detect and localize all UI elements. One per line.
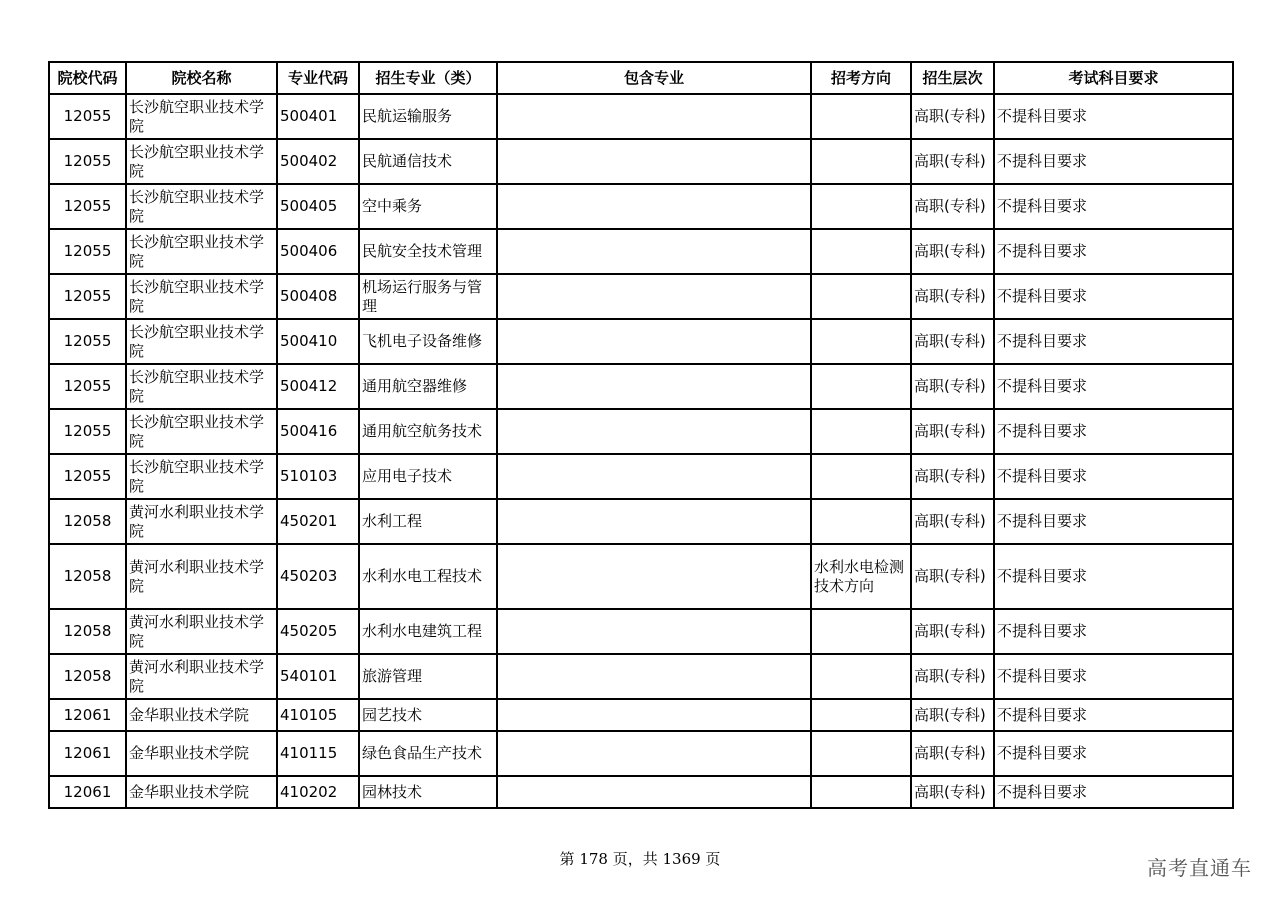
subject-requirement-cell: 不提科目要求 xyxy=(994,139,1233,184)
school-code-cell: 12055 xyxy=(49,454,126,499)
direction-cell xyxy=(811,499,911,544)
level-cell: 高职(专科) xyxy=(911,409,994,454)
major-code-cell: 450205 xyxy=(277,609,359,654)
school-name-cell: 黄河水利职业技术学院 xyxy=(126,609,277,654)
table-row xyxy=(49,654,1233,699)
subject-requirement-cell: 不提科目要求 xyxy=(994,731,1233,776)
included-majors-cell xyxy=(497,229,811,274)
school-code-cell: 12055 xyxy=(49,319,126,364)
school-code-cell: 12055 xyxy=(49,274,126,319)
school-name-cell: 金华职业技术学院 xyxy=(126,731,277,776)
included-majors-cell xyxy=(497,184,811,229)
school-name-cell: 长沙航空职业技术学院 xyxy=(126,229,277,274)
direction-cell xyxy=(811,731,911,776)
level-cell: 高职(专科) xyxy=(911,94,994,139)
school-name-cell: 长沙航空职业技术学院 xyxy=(126,274,277,319)
direction-cell xyxy=(811,274,911,319)
admissions-table xyxy=(48,61,1234,809)
header-cell: 院校名称 xyxy=(126,62,277,94)
school-name-cell: 黄河水利职业技术学院 xyxy=(126,544,277,609)
major-name-cell: 应用电子技术 xyxy=(359,454,497,499)
level-cell: 高职(专科) xyxy=(911,454,994,499)
school-code-cell: 12055 xyxy=(49,409,126,454)
table-row xyxy=(49,319,1233,364)
subject-requirement-cell: 不提科目要求 xyxy=(994,699,1233,731)
major-code-cell: 500401 xyxy=(277,94,359,139)
school-name-cell: 长沙航空职业技术学院 xyxy=(126,319,277,364)
watermark-text: 高考直通车 xyxy=(1147,856,1252,880)
included-majors-cell xyxy=(497,364,811,409)
school-code-cell: 12055 xyxy=(49,229,126,274)
direction-cell xyxy=(811,94,911,139)
direction-cell xyxy=(811,364,911,409)
header-row xyxy=(49,62,1233,94)
major-code-cell: 500402 xyxy=(277,139,359,184)
subject-requirement-cell: 不提科目要求 xyxy=(994,274,1233,319)
major-code-cell: 410202 xyxy=(277,776,359,808)
table-row xyxy=(49,454,1233,499)
major-name-cell: 通用航空航务技术 xyxy=(359,409,497,454)
subject-requirement-cell: 不提科目要求 xyxy=(994,94,1233,139)
school-code-cell: 12058 xyxy=(49,499,126,544)
school-name-cell: 黄河水利职业技术学院 xyxy=(126,654,277,699)
school-code-cell: 12058 xyxy=(49,609,126,654)
major-name-cell: 机场运行服务与管理 xyxy=(359,274,497,319)
included-majors-cell xyxy=(497,499,811,544)
major-code-cell: 410115 xyxy=(277,731,359,776)
table-row xyxy=(49,544,1233,609)
included-majors-cell xyxy=(497,699,811,731)
included-majors-cell xyxy=(497,776,811,808)
direction-cell xyxy=(811,409,911,454)
header-cell: 院校代码 xyxy=(49,62,126,94)
included-majors-cell xyxy=(497,454,811,499)
level-cell: 高职(专科) xyxy=(911,731,994,776)
subject-requirement-cell: 不提科目要求 xyxy=(994,776,1233,808)
direction-cell xyxy=(811,454,911,499)
direction-cell xyxy=(811,609,911,654)
direction-cell xyxy=(811,776,911,808)
table-row xyxy=(49,776,1233,808)
direction-cell: 水利水电检测技术方向 xyxy=(811,544,911,609)
major-name-cell: 园林技术 xyxy=(359,776,497,808)
major-name-cell: 水利水电工程技术 xyxy=(359,544,497,609)
major-name-cell: 通用航空器维修 xyxy=(359,364,497,409)
table-row xyxy=(49,364,1233,409)
subject-requirement-cell: 不提科目要求 xyxy=(994,609,1233,654)
major-code-cell: 410105 xyxy=(277,699,359,731)
school-code-cell: 12061 xyxy=(49,699,126,731)
subject-requirement-cell: 不提科目要求 xyxy=(994,229,1233,274)
major-code-cell: 500416 xyxy=(277,409,359,454)
included-majors-cell xyxy=(497,654,811,699)
level-cell: 高职(专科) xyxy=(911,229,994,274)
major-code-cell: 450203 xyxy=(277,544,359,609)
table-row xyxy=(49,139,1233,184)
major-code-cell: 510103 xyxy=(277,454,359,499)
school-name-cell: 长沙航空职业技术学院 xyxy=(126,454,277,499)
major-name-cell: 园艺技术 xyxy=(359,699,497,731)
major-name-cell: 空中乘务 xyxy=(359,184,497,229)
major-code-cell: 500410 xyxy=(277,319,359,364)
included-majors-cell xyxy=(497,139,811,184)
major-name-cell: 水利工程 xyxy=(359,499,497,544)
subject-requirement-cell: 不提科目要求 xyxy=(994,499,1233,544)
school-name-cell: 长沙航空职业技术学院 xyxy=(126,364,277,409)
included-majors-cell xyxy=(497,409,811,454)
school-name-cell: 长沙航空职业技术学院 xyxy=(126,139,277,184)
included-majors-cell xyxy=(497,94,811,139)
table-row xyxy=(49,731,1233,776)
major-code-cell: 540101 xyxy=(277,654,359,699)
table-row xyxy=(49,94,1233,139)
level-cell: 高职(专科) xyxy=(911,499,994,544)
subject-requirement-cell: 不提科目要求 xyxy=(994,364,1233,409)
table-row xyxy=(49,699,1233,731)
major-name-cell: 水利水电建筑工程 xyxy=(359,609,497,654)
direction-cell xyxy=(811,139,911,184)
school-name-cell: 长沙航空职业技术学院 xyxy=(126,409,277,454)
school-code-cell: 12058 xyxy=(49,544,126,609)
major-name-cell: 民航运输服务 xyxy=(359,94,497,139)
major-name-cell: 绿色食品生产技术 xyxy=(359,731,497,776)
header-cell: 招生层次 xyxy=(911,62,994,94)
included-majors-cell xyxy=(497,319,811,364)
major-name-cell: 民航安全技术管理 xyxy=(359,229,497,274)
level-cell: 高职(专科) xyxy=(911,609,994,654)
table-row xyxy=(49,609,1233,654)
school-name-cell: 金华职业技术学院 xyxy=(126,699,277,731)
level-cell: 高职(专科) xyxy=(911,544,994,609)
table-row xyxy=(49,184,1233,229)
direction-cell xyxy=(811,229,911,274)
school-name-cell: 金华职业技术学院 xyxy=(126,776,277,808)
subject-requirement-cell: 不提科目要求 xyxy=(994,544,1233,609)
header-cell: 招生专业（类） xyxy=(359,62,497,94)
header-cell: 专业代码 xyxy=(277,62,359,94)
school-name-cell: 黄河水利职业技术学院 xyxy=(126,499,277,544)
direction-cell xyxy=(811,699,911,731)
level-cell: 高职(专科) xyxy=(911,699,994,731)
included-majors-cell xyxy=(497,731,811,776)
direction-cell xyxy=(811,184,911,229)
school-code-cell: 12061 xyxy=(49,776,126,808)
included-majors-cell xyxy=(497,544,811,609)
major-code-cell: 500412 xyxy=(277,364,359,409)
school-name-cell: 长沙航空职业技术学院 xyxy=(126,94,277,139)
level-cell: 高职(专科) xyxy=(911,139,994,184)
included-majors-cell xyxy=(497,274,811,319)
subject-requirement-cell: 不提科目要求 xyxy=(994,654,1233,699)
major-code-cell: 500408 xyxy=(277,274,359,319)
major-code-cell: 450201 xyxy=(277,499,359,544)
subject-requirement-cell: 不提科目要求 xyxy=(994,409,1233,454)
school-code-cell: 12055 xyxy=(49,139,126,184)
table-row xyxy=(49,409,1233,454)
level-cell: 高职(专科) xyxy=(911,319,994,364)
direction-cell xyxy=(811,319,911,364)
major-code-cell: 500406 xyxy=(277,229,359,274)
major-code-cell: 500405 xyxy=(277,184,359,229)
table-row xyxy=(49,499,1233,544)
school-code-cell: 12055 xyxy=(49,94,126,139)
school-name-cell: 长沙航空职业技术学院 xyxy=(126,184,277,229)
header-cell: 考试科目要求 xyxy=(994,62,1233,94)
level-cell: 高职(专科) xyxy=(911,654,994,699)
header-cell: 招考方向 xyxy=(811,62,911,94)
level-cell: 高职(专科) xyxy=(911,184,994,229)
included-majors-cell xyxy=(497,609,811,654)
school-code-cell: 12058 xyxy=(49,654,126,699)
page-number: 第 178 页，共 1369 页 xyxy=(559,850,721,868)
school-code-cell: 12055 xyxy=(49,184,126,229)
header-cell: 包含专业 xyxy=(497,62,811,94)
direction-cell xyxy=(811,654,911,699)
major-name-cell: 飞机电子设备维修 xyxy=(359,319,497,364)
subject-requirement-cell: 不提科目要求 xyxy=(994,319,1233,364)
level-cell: 高职(专科) xyxy=(911,364,994,409)
school-code-cell: 12055 xyxy=(49,364,126,409)
subject-requirement-cell: 不提科目要求 xyxy=(994,454,1233,499)
level-cell: 高职(专科) xyxy=(911,274,994,319)
subject-requirement-cell: 不提科目要求 xyxy=(994,184,1233,229)
major-name-cell: 民航通信技术 xyxy=(359,139,497,184)
major-name-cell: 旅游管理 xyxy=(359,654,497,699)
level-cell: 高职(专科) xyxy=(911,776,994,808)
school-code-cell: 12061 xyxy=(49,731,126,776)
table-row xyxy=(49,274,1233,319)
table-row xyxy=(49,229,1233,274)
